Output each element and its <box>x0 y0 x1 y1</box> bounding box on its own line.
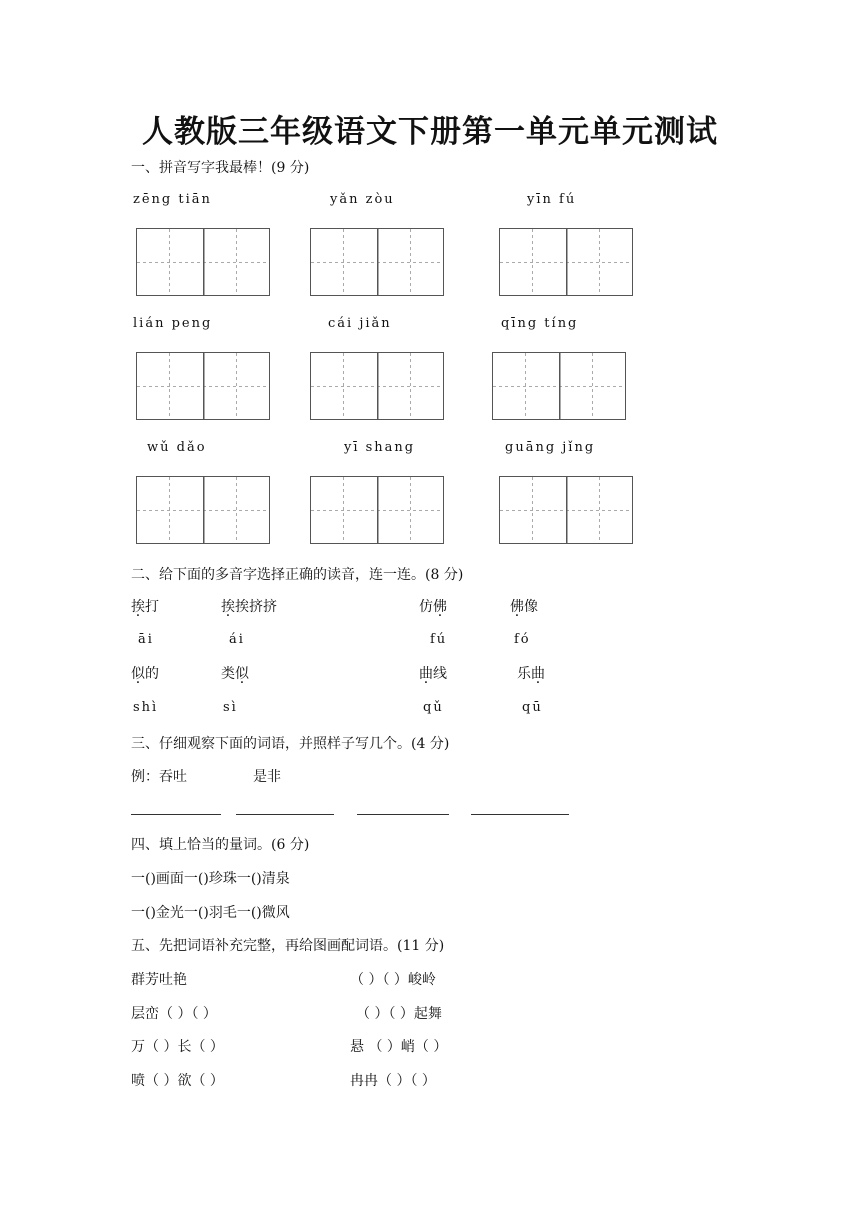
answer-line[interactable] <box>357 814 449 815</box>
polyphone-char: 挨 <box>221 599 235 615</box>
answer-line[interactable] <box>471 814 569 815</box>
polyphone-word: 仿佛 <box>419 599 447 615</box>
writing-grid[interactable] <box>499 476 633 544</box>
polyphone-word: 类似 <box>221 666 249 682</box>
section-5-heading: 五、先把词语补充完整，再给图画配词语。(11 分) <box>131 938 445 954</box>
section-3-heading: 三、仔细观察下面的词语，并照样子写几个。(4 分) <box>131 736 450 752</box>
idiom-item: 群芳吐艳 <box>131 972 187 988</box>
idiom-item: 万（ ）长（ ） <box>131 1039 224 1055</box>
writing-grid[interactable] <box>310 476 444 544</box>
pinyin-3: yīn fú <box>527 192 577 207</box>
polyphone-char: 佛 <box>510 599 524 615</box>
section-4-heading: 四、填上恰当的量词。(6 分) <box>131 837 310 853</box>
polyphone-char: 曲 <box>531 666 545 682</box>
writing-grid[interactable] <box>136 476 270 544</box>
writing-grid[interactable] <box>499 228 633 296</box>
reading-option[interactable]: ái <box>229 632 245 647</box>
polyphone-word: 挨打 <box>131 599 159 615</box>
writing-grid[interactable] <box>136 352 270 420</box>
reading-option[interactable]: qǔ <box>423 700 444 715</box>
measure-word-line: 一()金光一()羽毛一()微风 <box>131 905 290 921</box>
polyphone-char: 曲 <box>419 666 433 682</box>
polyphone-word: 挨挨挤挤 <box>221 599 277 615</box>
polyphone-word: 曲线 <box>419 666 447 682</box>
example-label: 例：吞吐 <box>131 769 187 785</box>
pinyin-4: lián peng <box>133 316 213 331</box>
reading-option[interactable]: āi <box>138 632 154 647</box>
polyphone-char: 似 <box>131 666 145 682</box>
idiom-item: 层峦（ ）（ ） <box>131 1006 217 1022</box>
reading-option[interactable]: sì <box>223 700 238 715</box>
writing-grid[interactable] <box>492 352 626 420</box>
pinyin-2: yǎn zòu <box>330 192 395 207</box>
polyphone-char: 挨 <box>131 599 145 615</box>
section-1-heading: 一、拼音写字我最棒！(9 分) <box>131 160 310 176</box>
idiom-item: （ ）（ ）起舞 <box>356 1006 442 1022</box>
polyphone-word: 乐曲 <box>517 666 545 682</box>
reading-option[interactable]: fó <box>514 632 531 647</box>
pinyin-5: cái jiǎn <box>328 316 392 331</box>
polyphone-char: 佛 <box>433 599 447 615</box>
idiom-item: 喷（ ）欲（ ） <box>131 1073 224 1089</box>
idiom-item: 悬 （ ）峭（ ） <box>350 1039 448 1055</box>
reading-option[interactable]: qū <box>522 700 543 715</box>
reading-option[interactable]: shì <box>133 700 159 715</box>
polyphone-word: 佛像 <box>510 599 538 615</box>
measure-word-line: 一()画面一()珍珠一()清泉 <box>131 871 290 887</box>
example-word: 是非 <box>253 769 281 785</box>
pinyin-1: zēng tiān <box>133 192 212 207</box>
section-2-heading: 二、给下面的多音字选择正确的读音，连一连。(8 分) <box>131 567 464 583</box>
writing-grid[interactable] <box>310 352 444 420</box>
pinyin-8: yī shang <box>344 440 416 455</box>
page-title: 人教版三年级语文下册第一单元单元测试 <box>142 114 718 150</box>
polyphone-char: 似 <box>235 666 249 682</box>
idiom-item: （ ）（ ）峻岭 <box>350 972 436 988</box>
pinyin-7: wǔ dǎo <box>147 440 207 455</box>
polyphone-word: 似的 <box>131 666 159 682</box>
answer-line[interactable] <box>236 814 334 815</box>
writing-grid[interactable] <box>310 228 444 296</box>
answer-line[interactable] <box>131 814 221 815</box>
writing-grid[interactable] <box>136 228 270 296</box>
reading-option[interactable]: fú <box>430 632 448 647</box>
idiom-item: 冉冉（ ）（ ） <box>350 1073 436 1089</box>
pinyin-6: qīng tíng <box>501 316 579 331</box>
pinyin-9: guāng jǐng <box>505 440 596 455</box>
